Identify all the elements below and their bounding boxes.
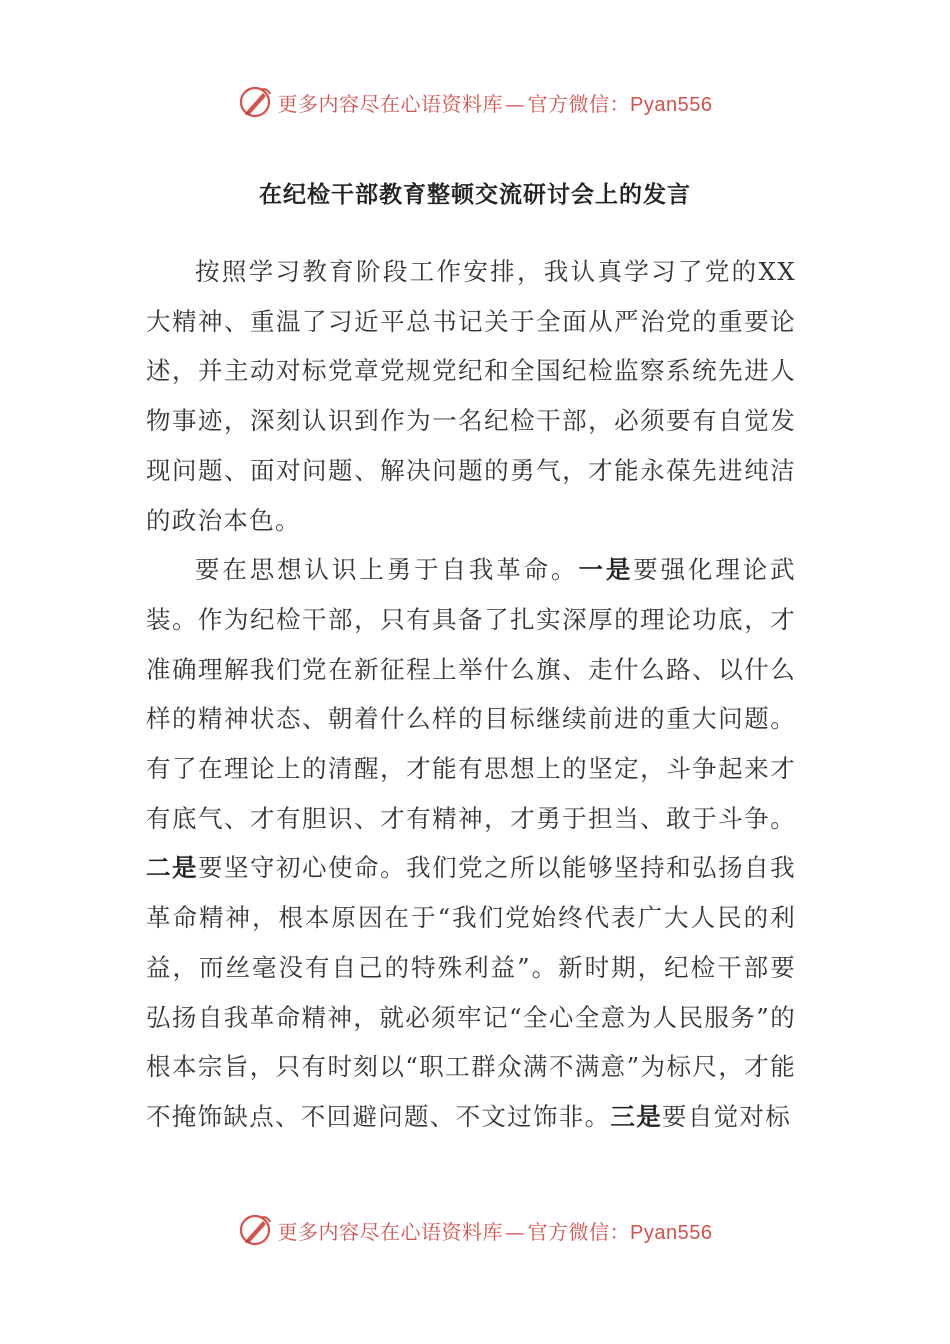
paragraph <box>146 545 796 1141</box>
paragraph-text: 要自觉对标 <box>662 1101 792 1131</box>
watermark-official: 官方微信： <box>527 1219 631 1244</box>
watermark-separator: — <box>505 1219 526 1244</box>
watermark-text <box>278 88 713 117</box>
paragraph-text: 要在思想认识上勇于自我革命。 <box>195 555 579 585</box>
document-body <box>146 247 796 1142</box>
watermark-id: Pyan556 <box>630 1221 713 1244</box>
paragraph <box>146 247 796 545</box>
watermark-brand: 更多内容尽在心语资料库 <box>277 1219 504 1244</box>
bold-lead-text: 二是 <box>146 853 199 883</box>
watermark-id: Pyan556 <box>630 93 713 116</box>
bold-lead-text: 一是 <box>578 555 634 585</box>
watermark-official: 官方微信： <box>527 91 631 116</box>
paragraph-text: 按照学习教育阶段工作安排，我认真学习了党的XX大精神、重温了习近平总书记关于全面从严治党的重要论述，并主动对标党章党规党纪和全国纪检监察系统先进人物事迹，深刻认识到作为一名纪检干部，必须要有自觉发现问题、面对问题、解决问题的勇气，才能永葆先进纯洁的政治本色。 <box>146 257 796 535</box>
header-watermark <box>0 82 950 122</box>
pen-logo-icon <box>238 1212 274 1248</box>
paragraph-text: 要坚守初心使命。我们党之所以能够坚持和弘扬自我革命精神，根本原因在于“我们党始终代表广大人民的利益，而丝毫没有自己的特殊利益”。新时期，纪检干部要弘扬自我革命精神，就必须牢记“全心全意为人民服务”的根本宗旨，只有时刻以“职工群众满不满意”为标尺，才能不掩饰缺点、不回避问题、不文过饰非。 <box>146 853 796 1131</box>
watermark-text <box>278 1216 713 1245</box>
paragraph-text: 要强化理论武装。作为纪检干部，只有具备了扎实深厚的理论功底，才准确理解我们党在新征程上举什么旗、走什么路、以什么样的精神状态、朝着什么样的目标继续前进的重大问题。有了在理论上的清醒，才能有思想上的坚定，斗争起来才有底气、才有胆识、才有精神，才勇于担当、敢于斗争。 <box>146 555 796 833</box>
watermark-separator: — <box>505 91 526 116</box>
bold-lead-text: 三是 <box>610 1101 663 1131</box>
watermark-brand: 更多内容尽在心语资料库 <box>277 91 504 116</box>
footer-watermark <box>0 1210 950 1250</box>
document-title: 在纪检干部教育整顿交流研讨会上的发言 <box>259 181 691 208</box>
pen-logo-icon <box>238 84 274 120</box>
